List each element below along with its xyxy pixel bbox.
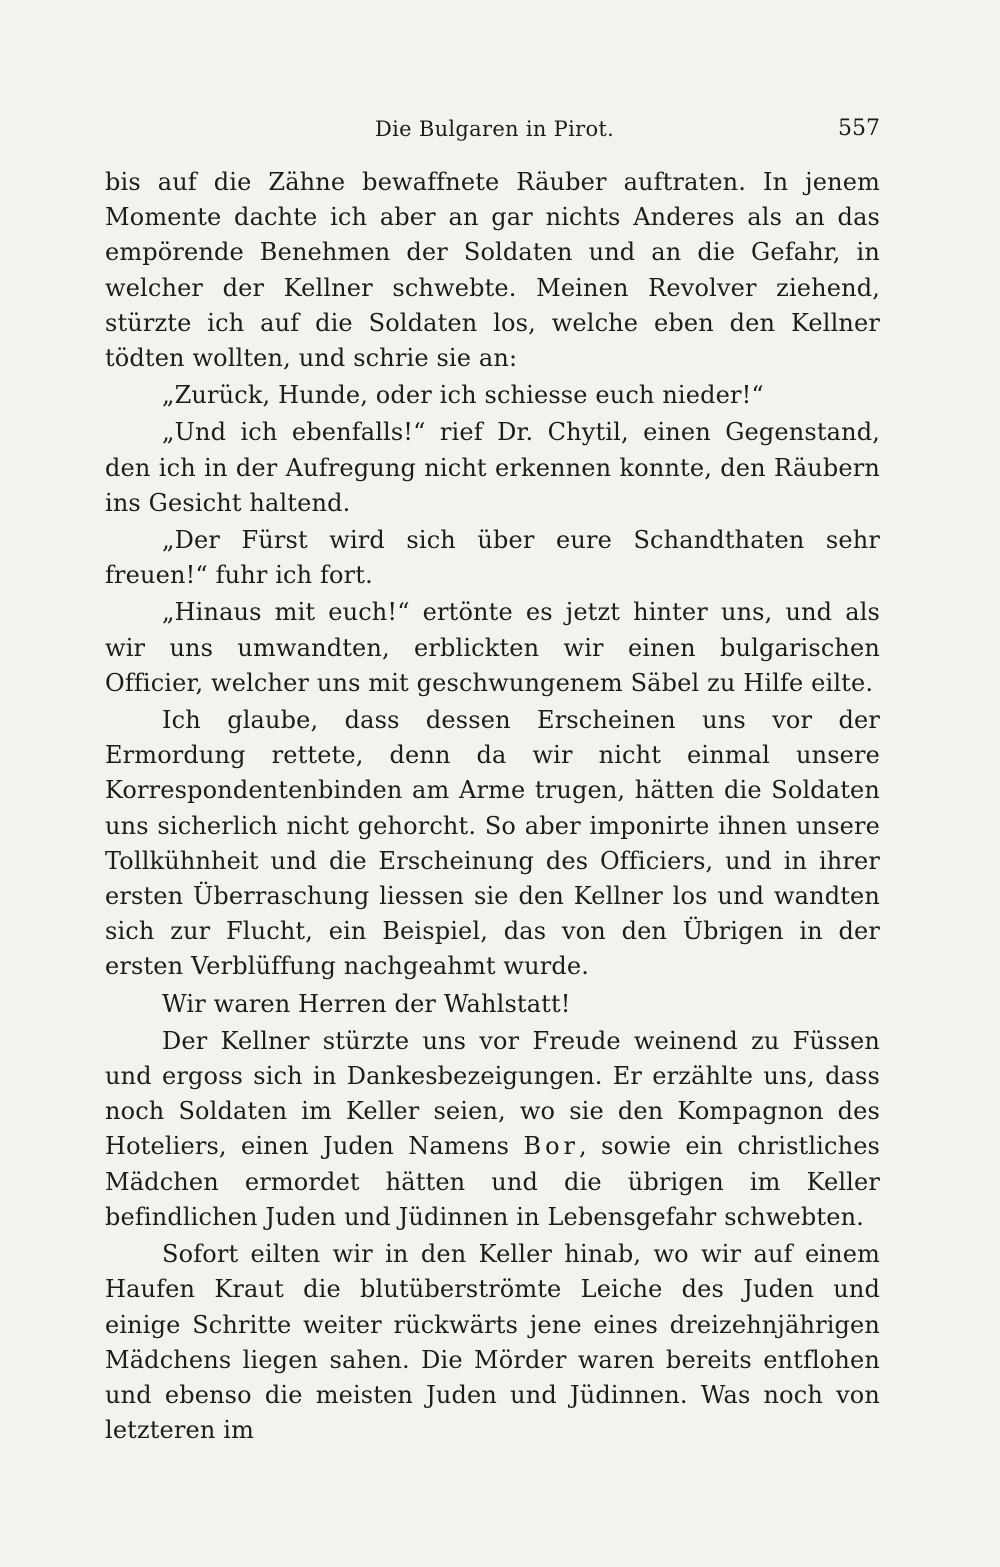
- paragraph: „Zurück, Hunde, oder ich schiesse euch nieder!“: [162, 381, 764, 410]
- paragraph: „Und ich ebenfalls!“ rief Dr. Chytil, einen Gegenstand, den ich in der Aufregung nicht erkennen konnte, den Räubern ins Gesicht haltend.: [105, 418, 880, 517]
- paragraph: Wir waren Herren der Wahlstatt!: [162, 989, 571, 1018]
- body-text: [105, 165, 880, 1448]
- paragraph: Ich glaube, dass dessen Erscheinen uns vor der Ermordung rettete, denn da wir nicht einmal unsere Korrespondentenbinden am Arme trugen, hätten die Soldaten uns sicherlich nicht gehorcht. So aber imponirte ihnen unsere Tollkühnheit und die Erscheinung des Officiers, und in ihrer ersten Überraschung liessen sie den Kellner los und wandten sich zur Flucht, ein Beispiel, das von den Übrigen in der ersten Verblüffung nachgeahmt wurde.: [105, 706, 880, 981]
- running-head: [105, 112, 880, 146]
- paragraph: bis auf die Zähne bewaffnete Räuber auftraten. In jenem Momente dachte ich aber an gar nichts Anderes als an das empörende Benehmen der Soldaten und an die Gefahr, in welcher der Kellner schwebte. Meinen Revolver ziehend, stürzte ich auf die Soldaten los, welche eben den Kellner tödten wollten, und schrie sie an:: [105, 168, 880, 373]
- paragraph: „Der Fürst wird sich über eure Schandthaten sehr freuen!“ fuhr ich fort.: [105, 526, 880, 590]
- paragraph-text: , sowie ein christliches Mädchen ermordet hätten und die übrigen im Keller befindlichen Juden und Jüdinnen in Lebensgefahr schwebten.: [105, 1132, 881, 1231]
- page-number: 557: [838, 116, 880, 141]
- spaced-name: Bor: [523, 1132, 580, 1161]
- paragraph: [105, 1024, 880, 1235]
- running-title: Die Bulgaren in Pirot.: [375, 117, 615, 141]
- paragraph: „Hinaus mit euch!“ ertönte es jetzt hinter uns, und als wir uns umwandten, erblickten wir einen bulgarischen Officier, welcher uns mit geschwungenem Säbel zu Hilfe eilte.: [105, 598, 880, 697]
- paragraph-text: Der Kellner stürzte uns vor Freude weinend zu Füssen und ergoss sich in Dankesbezeigungen. Er erzählte uns, dass noch Soldaten im Keller seien, wo sie den Kompagnon des Hoteliers, einen Juden Namens: [105, 1026, 880, 1161]
- paragraph: Sofort eilten wir in den Keller hinab, wo wir auf einem Haufen Kraut die blutüberströmte Leiche des Juden und einige Schritte weiter rückwärts jene eines dreizehnjährigen Mädchens liegen sahen. Die Mörder waren bereits entflohen und ebenso die meisten Juden und Jüdinnen. Was noch von letzteren im: [105, 1240, 880, 1445]
